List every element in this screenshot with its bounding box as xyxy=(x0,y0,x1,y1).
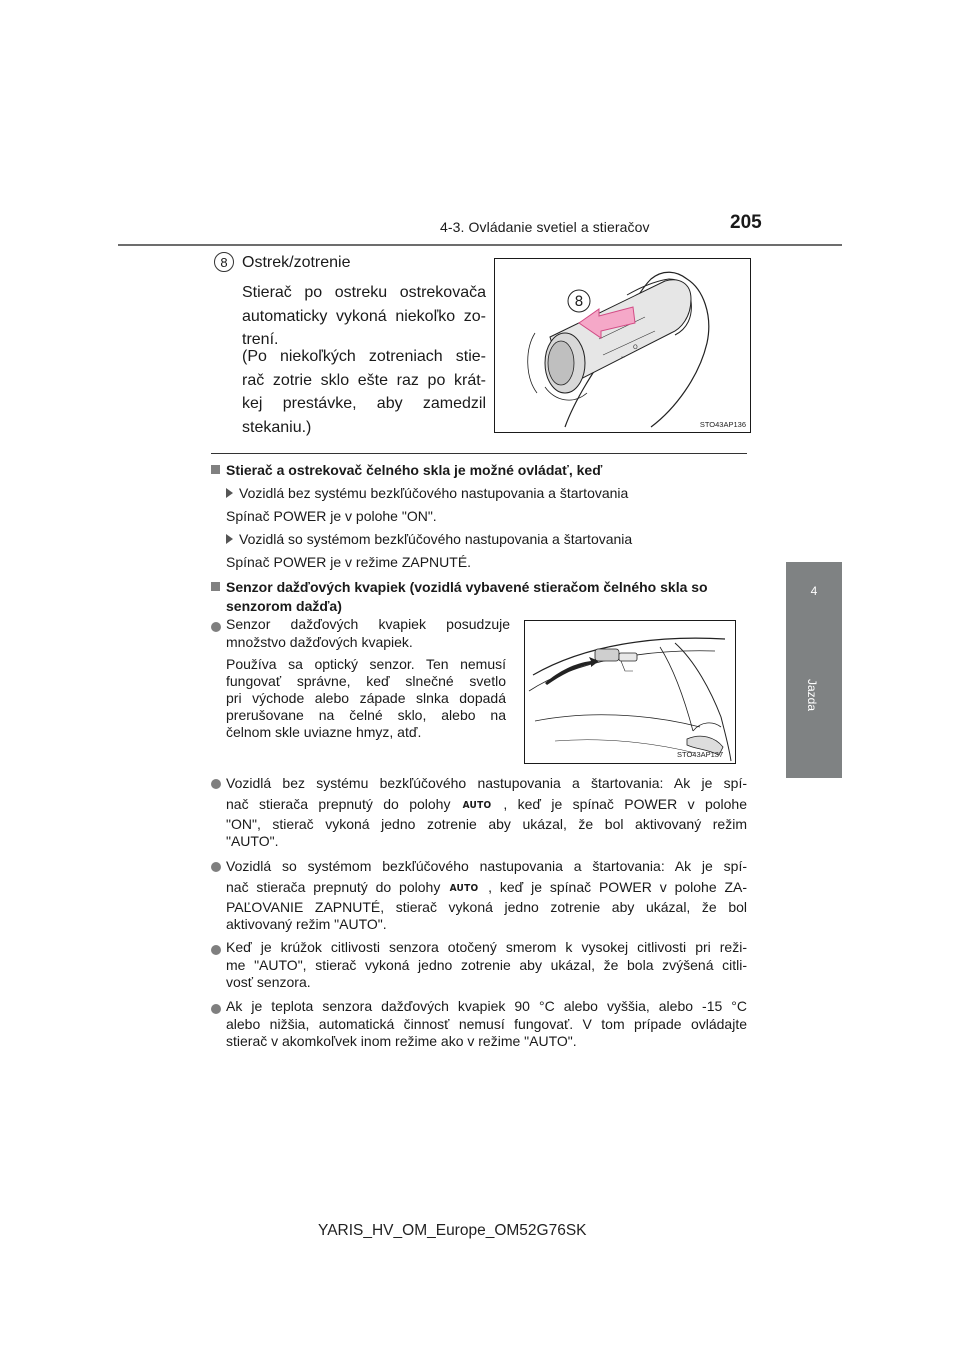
header-rule xyxy=(118,244,842,246)
figure-code-2: STO43AP137 xyxy=(677,750,724,759)
section2-note: Používa sa optický senzor. Ten nemusí fungovať správne, keď slnečné svetlo pri východe alebo západe slnka dopadá prerušovane na čelné sklo, alebo na čelnom skle uviazne hmyz, atď. xyxy=(226,656,506,740)
svg-text:8: 8 xyxy=(574,294,584,310)
bullet-icon xyxy=(211,942,221,960)
square-bullet-icon xyxy=(211,465,220,474)
bullet-icon xyxy=(211,619,221,637)
wiper-stalk-illustration xyxy=(494,258,751,433)
section1-condition-1: Vozidlá bez systému bezkľúčového nastupovania a štartovania xyxy=(226,484,628,502)
bullet-3: Keď je krúžok citlivosti senzora otočený smerom k vysokej citlivosti pri reži- me "AUTO", stierač vykoná jedno zotrenie aby ukázal, že bola zvýšená citli- vosť senzora. xyxy=(226,939,747,990)
item8-title: Ostrek/zotrenie xyxy=(242,254,351,271)
figure-code-1: STO43AP136 xyxy=(699,420,746,429)
svg-text:O: O xyxy=(633,344,638,351)
square-bullet-icon xyxy=(211,582,220,591)
chapter-number-tab[interactable]: 4 xyxy=(786,562,842,620)
section2-heading: Senzor dažďových kvapiek (vozidlá vybavené stieračom čelného skla so senzorom dažďa) xyxy=(211,578,751,616)
section2-intro: Senzor dažďových kvapiek posudzuje množstvo dažďových kvapiek. xyxy=(226,616,510,650)
section1-text-2: Spínač POWER je v režime ZAPNUTÉ. xyxy=(226,554,472,570)
triangle-bullet-icon xyxy=(226,488,233,498)
item8-paragraph-1: Stierač po ostreku ostrekovača automaticky vykoná niekoľko zo- trení. xyxy=(242,284,486,348)
auto-mode-icon: AUTO xyxy=(449,883,479,894)
bullet-4: Ak je teplota senzora dažďových kvapiek 90 °C alebo vyššia, alebo -15 °C alebo nižšia, automatická činnosť nemusí fungovať. V tom prípade ovládajte stierač v akomkoľvek inom režime ako v režime "AUTO". xyxy=(226,998,747,1049)
item-marker-8: 8 xyxy=(214,252,234,272)
triangle-bullet-icon xyxy=(226,534,233,544)
svg-text:⌁: ⌁ xyxy=(621,354,625,361)
rain-sensor-illustration xyxy=(524,620,736,764)
section1-text-1: Spínač POWER je v polohe "ON". xyxy=(226,508,437,524)
chapter-label: Jazda xyxy=(805,678,819,712)
bullet-icon xyxy=(211,1001,221,1019)
auto-mode-icon: AUTO xyxy=(462,800,492,811)
section1-condition-2: Vozidlá so systémom bezkľúčového nastupovania a štartovania xyxy=(226,530,632,548)
bullet-2: Vozidlá so systémom bezkľúčového nastupovania a štartovania: Ak je spí- nač stierača prepnutý do polohy AUTO , keď je spínač POWER v polohe ZA- PAĽOVANIE ZAPNUTÉ, stierač vykoná jedno zotrenie aby ukázal, že bol aktivovaný režim "AUTO". xyxy=(226,858,748,932)
section-title: 4-3. Ovládanie svetiel a stieračov xyxy=(440,219,650,235)
document-code: YARIS_HV_OM_Europe_OM52G76SK xyxy=(318,1222,587,1239)
bullet-icon xyxy=(211,859,221,877)
bullet-icon xyxy=(211,776,221,794)
page-number: 205 xyxy=(730,212,762,233)
bullet-1: Vozidlá bez systému bezkľúčového nastupovania a štartovania: Ak je spí- nač stierača prepnutý do polohy AUTO , keď je spínač POWER v polohe "ON", stierač vykoná jedno zotrenie aby ukázal, že bol aktivovaný režim "AUTO". xyxy=(226,775,747,849)
section1-heading: Stierač a ostrekovač čelného skla je možné ovládať, keď xyxy=(211,461,602,479)
item8-paragraph-2: (Po niekoľkých zotreniach stie- rač zotrie sklo ešte raz po krát- kej prestávke, aby zamedzil stekaniu.) xyxy=(242,348,486,436)
section-divider xyxy=(211,453,747,454)
